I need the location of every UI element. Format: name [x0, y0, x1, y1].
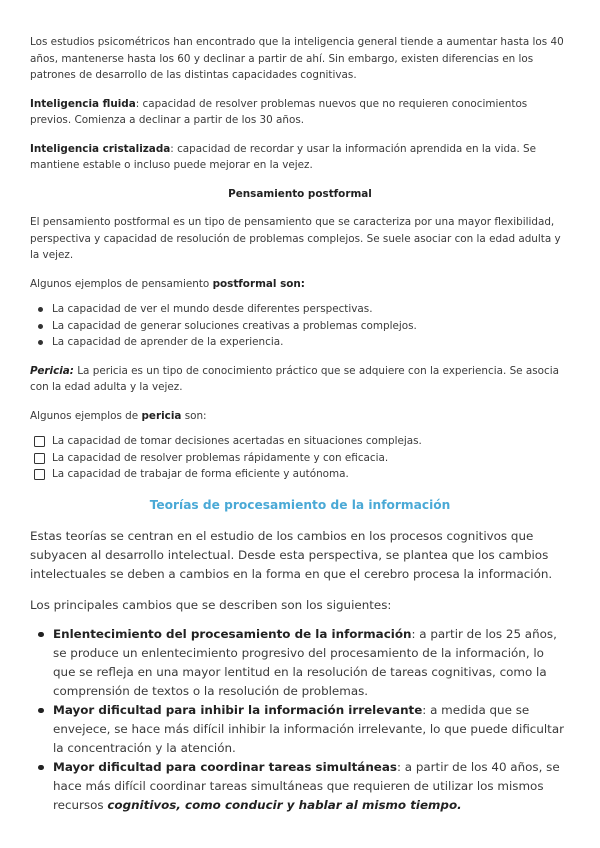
checkbox-icon	[34, 436, 45, 447]
postformal-examples-bold: postformal son:	[212, 277, 305, 290]
postformal-examples-prefix: Algunos ejemplos de pensamiento	[30, 277, 213, 290]
list-item-text: La capacidad de tomar decisiones acertadas en situaciones complejas.	[52, 435, 422, 447]
pericia-term: Pericia:	[30, 364, 74, 377]
list-item	[38, 301, 570, 318]
pericia-examples-lead	[30, 408, 570, 425]
list-item	[34, 433, 570, 450]
change-text: : a partir de los 25 años, se produce un enlentecimiento progresivo del procesamiento de la información, lo que se refleja en una mayor lentitud en la resolución de tareas cognitivas, como la comprensión de textos o la resolución de problemas.	[53, 626, 557, 698]
fluid-intelligence-paragraph	[30, 96, 570, 129]
bullet-icon	[38, 324, 43, 329]
fluid-intelligence-text: : capacidad de resolver problemas nuevos que no requieren conocimientos previos. Comienza a declinar a partir de los 30 años.	[30, 97, 528, 126]
postformal-heading: Pensamiento postformal	[228, 187, 372, 200]
main-changes-list	[30, 625, 570, 815]
list-item	[38, 701, 570, 758]
change-term: Mayor dificultad para inhibir la información irrelevante	[53, 702, 423, 717]
postformal-description: El pensamiento postformal es un tipo de pensamiento que se caracteriza por una mayor flexibilidad, perspectiva y capacidad de resolución de problemas complejos. Se suele asociar con la edad adulta y la vejez.	[30, 216, 561, 261]
list-item-text: La capacidad de ver el mundo desde diferentes perspectivas.	[52, 303, 373, 315]
list-item-text: La capacidad de generar soluciones creativas a problemas complejos.	[52, 319, 417, 332]
change-term: Enlentecimiento del procesamiento de la información	[53, 626, 412, 641]
pericia-examples-prefix: Algunos ejemplos de	[30, 409, 142, 422]
pericia-examples-list	[30, 433, 570, 483]
main-changes-lead: Los principales cambios que se describen son los siguientes:	[30, 597, 392, 612]
pericia-examples-bold: pericia	[141, 409, 182, 422]
change-emphasis: cognitivos, como conducir y hablar al mismo tiempo.	[107, 797, 462, 812]
bullet-icon	[38, 765, 44, 771]
pericia-paragraph	[30, 363, 570, 396]
checkbox-icon	[34, 469, 45, 480]
postformal-examples-list	[30, 301, 570, 351]
list-item-text: La capacidad de trabajar de forma eficiente y autónoma.	[52, 468, 349, 480]
information-processing-heading: Teorías de procesamiento de la información	[149, 497, 451, 512]
list-item-text: La capacidad de resolver problemas rápidamente y con eficacia.	[52, 451, 389, 464]
list-item	[38, 318, 570, 335]
crystallized-intelligence-text: : capacidad de recordar y usar la información aprendida en la vida. Se mantiene estable o incluso puede mejorar en la vejez.	[30, 142, 537, 171]
fluid-intelligence-term: Inteligencia fluida	[30, 97, 136, 110]
bullet-icon	[38, 340, 43, 345]
change-text: : a medida que se envejece, se hace más difícil inhibir la información irrelevante, lo que puede dificultar la concentración y la atención.	[53, 702, 565, 755]
checkbox-icon	[34, 453, 45, 464]
list-item	[34, 450, 570, 467]
list-item	[38, 625, 570, 701]
crystallized-intelligence-paragraph	[30, 141, 570, 174]
list-item	[38, 334, 570, 351]
pericia-examples-suffix: son:	[181, 409, 207, 422]
crystallized-intelligence-term: Inteligencia cristalizada	[30, 142, 171, 155]
information-processing-description: Estas teorías se centran en el estudio de los cambios en los procesos cognitivos que subyacen al desarrollo intelectual. Desde esta perspectiva, se plantea que los cambios intelectuales se deben a cambios en la forma en que el cerebro procesa la información.	[30, 528, 553, 581]
bullet-icon	[38, 307, 43, 312]
change-term: Mayor dificultad para coordinar tareas simultáneas	[53, 759, 397, 774]
bullet-icon	[38, 632, 44, 638]
list-item	[34, 466, 570, 483]
pericia-text: La pericia es un tipo de conocimiento práctico que se adquiere con la experiencia. Se asocia con la edad adulta y la vejez.	[30, 364, 559, 393]
bullet-icon	[38, 708, 44, 714]
intro-paragraph: Los estudios psicométricos han encontrado que la inteligencia general tiende a aumentar hasta los 40 años, mantenerse hasta los 60 y declinar a partir de ahí. Sin embargo, existen diferencias en los patrones de desarrollo de las distintas capacidades cognitivas.	[30, 36, 564, 81]
list-item	[38, 758, 570, 815]
list-item-text: La capacidad de aprender de la experiencia.	[52, 336, 284, 348]
postformal-examples-lead	[30, 276, 570, 293]
change-text: : a partir de los 40 años, se hace más difícil coordinar tareas simultáneas que requieren de utilizar los mismos recursos	[53, 759, 560, 812]
